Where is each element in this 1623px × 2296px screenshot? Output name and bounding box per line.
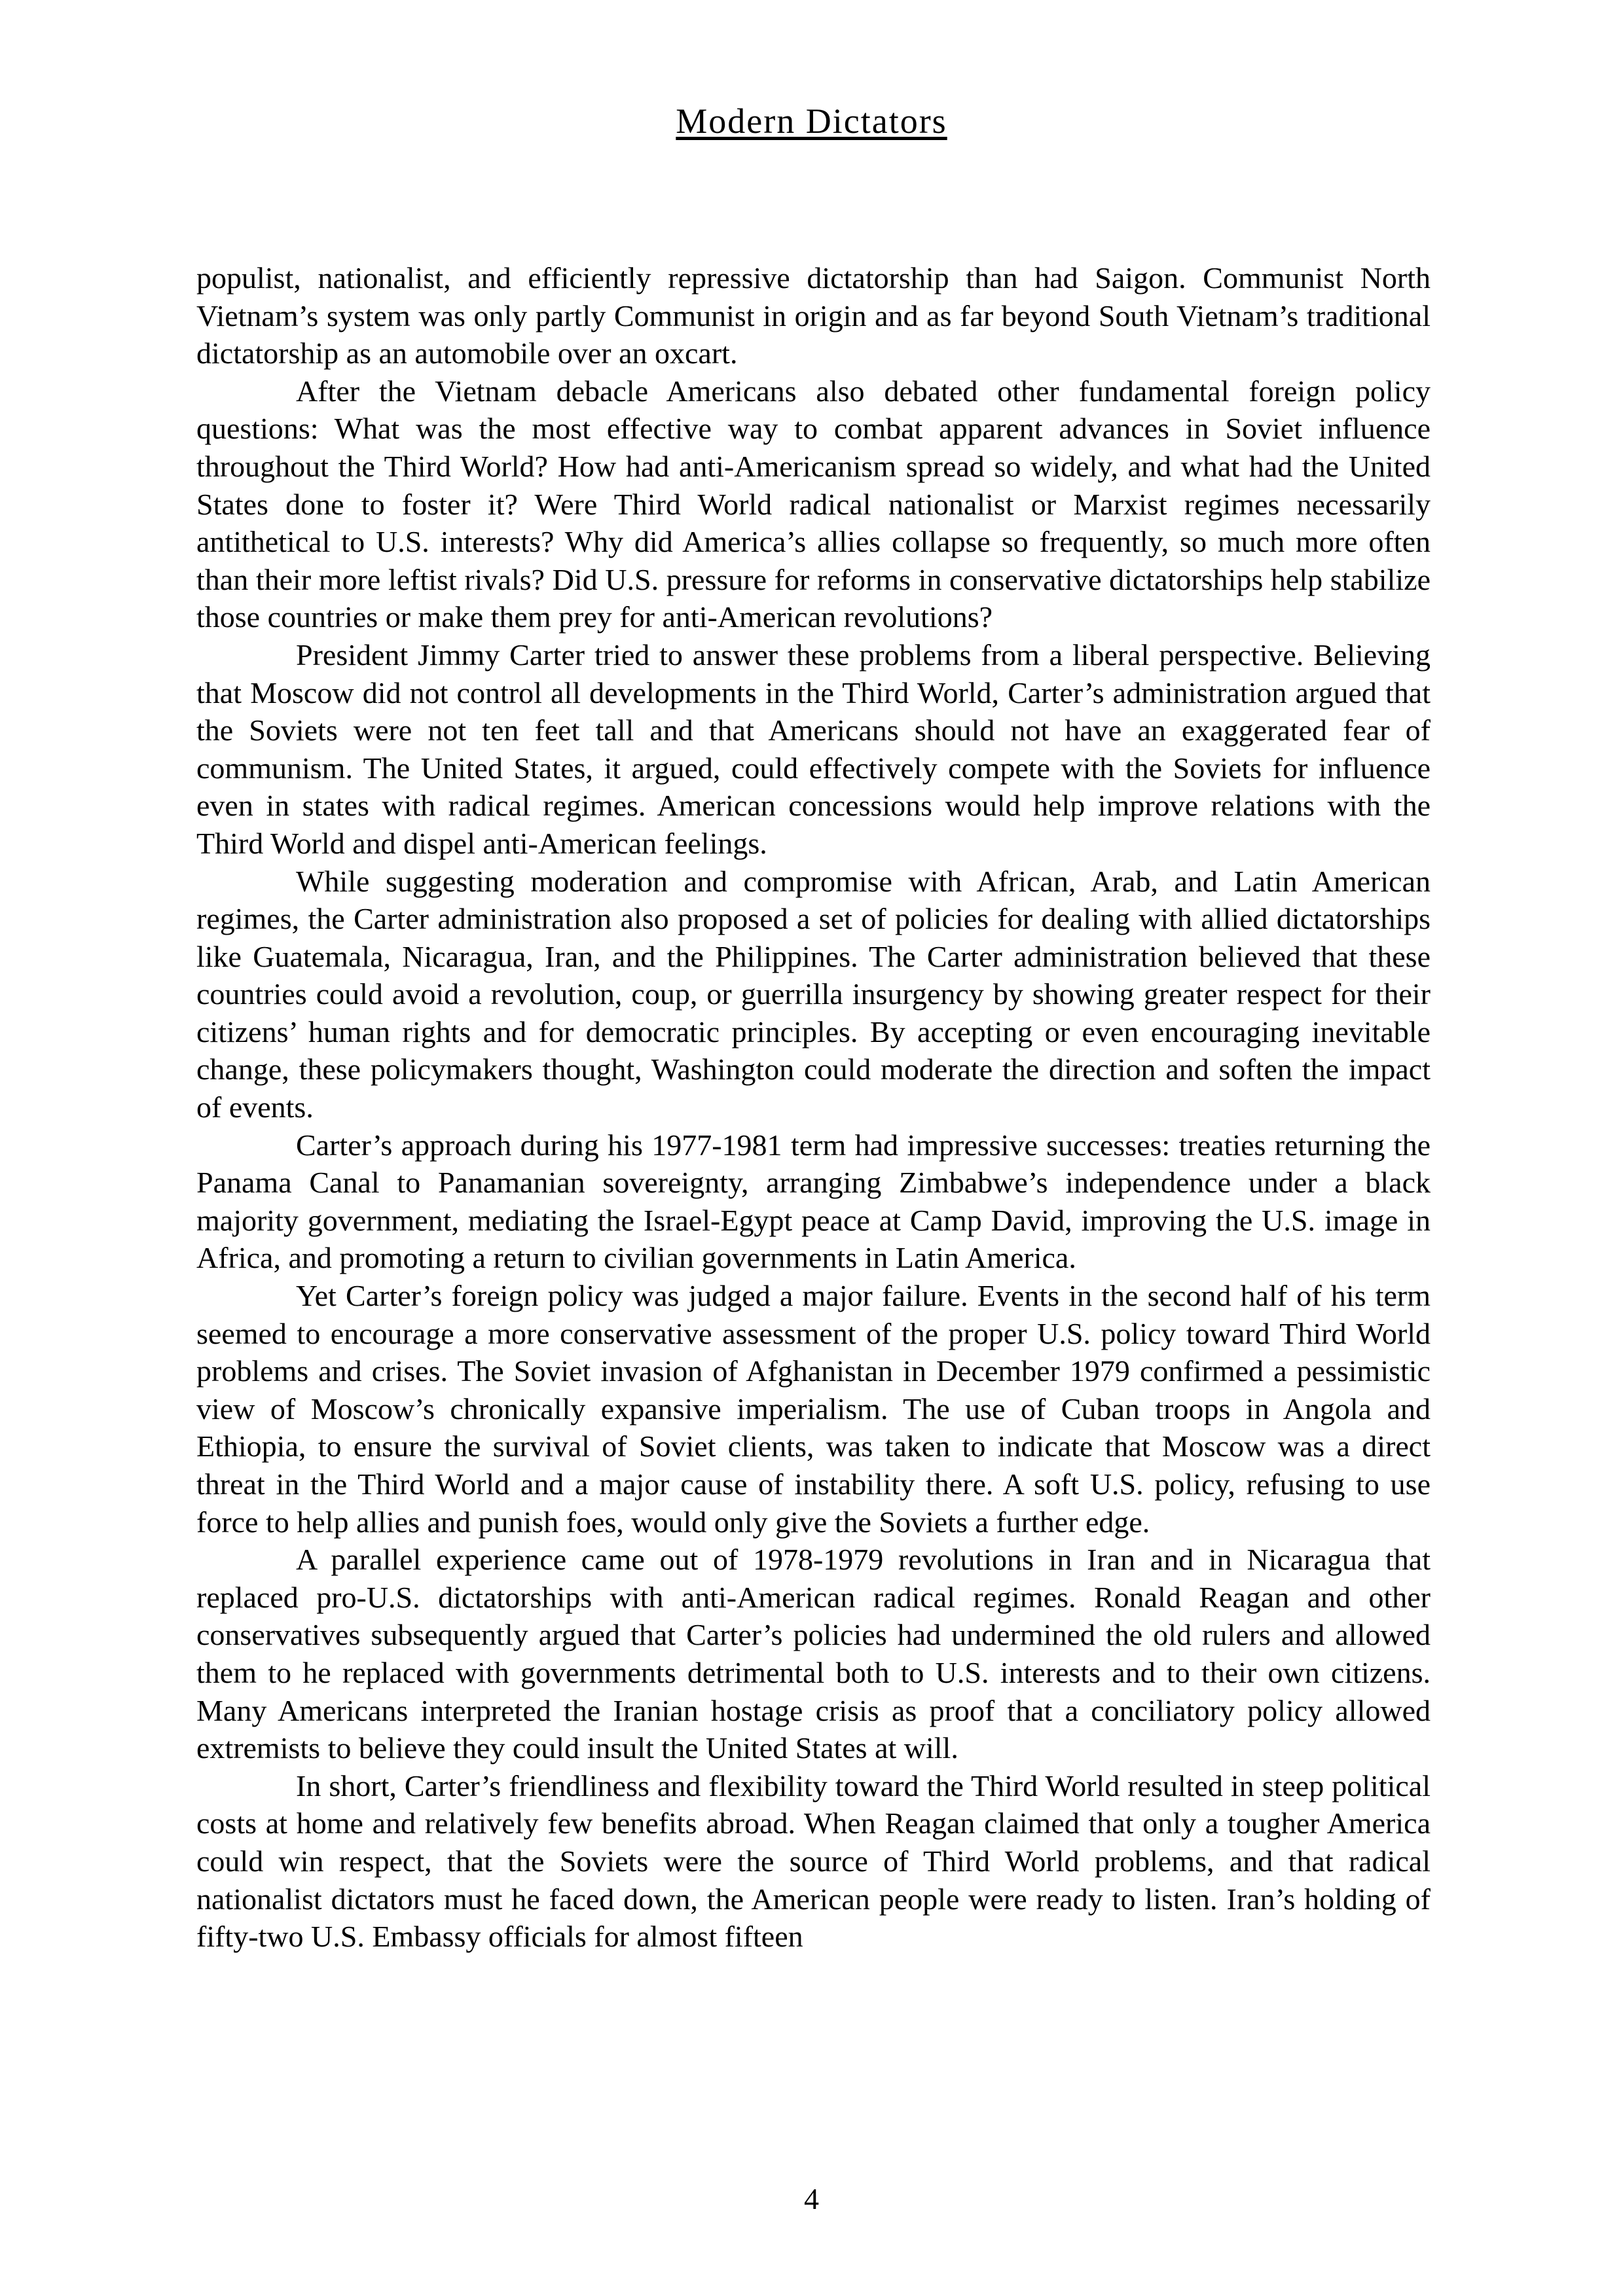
running-title: Modern Dictators [676,101,947,141]
body-text [196,259,1431,1956]
paragraph: President Jimmy Carter tried to answer these problems from a liberal perspective. Believing that Moscow did not control all developments in the Third World, Carter’s administration argued that the Soviets were not ten feet tall and that Americans should not have an exaggerated fear of communism. The United States, it argued, could effectively compete with the Soviets for influence even in states with radical regimes. American concessions would help improve relations with the Third World and dispel anti-American feelings. [196,637,1431,860]
page-number: 4 [804,2182,819,2215]
paragraph: In short, Carter’s friendliness and flexibility toward the Third World resulted in steep political costs at home and relatively few benefits abroad. When Reagan claimed that only a tougher America could win respect, that the Soviets were the source of Third World problems, and that radical nationalist dictators must he faced down, the American people were ready to listen. Iran’s holding of fifty-two U.S. Embassy officials for almost fifteen [196,1768,1431,1954]
paragraph: A parallel experience came out of 1978-1979 revolutions in Iran and in Nicaragua that replaced pro-U.S. dictatorships with anti-American radical regimes. Ronald Reagan and other conservatives subsequently argued that Carter’s policies had undermined the old rulers and allowed them to he replaced with governments detrimental both to U.S. interests and to their own citizens. Many Americans interpreted the Iranian hostage crisis as proof that a conciliatory policy allowed extremists to believe they could insult the United States at will. [196,1543,1431,1765]
paragraph: After the Vietnam debacle Americans also debated other fundamental foreign policy questions: What was the most effective way to combat apparent advances in Soviet influence throughout the Third World? How had anti-Americanism spread so widely, and what had the United States done to foster it? Were Third World radical nationalist or Marxist regimes necessarily antithetical to U.S. interests? Why did America’s allies collapse so frequently, so much more often than their more leftist rivals? Did U.S. pressure for reforms in conservative dictatorships help stabilize those countries or make them prey for anti-American revolutions? [196,374,1431,634]
paragraph: Yet Carter’s foreign policy was judged a major failure. Events in the second half of his term seemed to encourage a more conservative assessment of the proper U.S. policy toward Third World problems and crises. The Soviet invasion of Afghanistan in December 1979 confirmed a pessimistic view of Moscow’s chronically expansive imperialism. The use of Cuban troops in Angola and Ethiopia, to ensure the survival of Soviet clients, was taken to indicate that Moscow was a direct threat in the Third World and a major cause of instability there. A soft U.S. policy, refusing to use force to help allies and punish foes, would only give the Soviets a further edge. [196,1279,1431,1539]
paragraph: While suggesting moderation and compromise with African, Arab, and Latin American regimes, the Carter administration also proposed a set of policies for dealing with allied dictatorships like Guatemala, Nicaragua, Iran, and the Philippines. The Carter administration believed that these countries could avoid a revolution, coup, or guerrilla insurgency by showing greater respect for their citizens’ human rights and for democratic principles. By accepting or even encouraging inevitable change, these policymakers thought, Washington could moderate the direction and soften the impact of events. [196,864,1431,1124]
paragraph: populist, nationalist, and efficiently repressive dictatorship than had Saigon. Communist North Vietnam’s system was only partly Communist in origin and as far beyond South Vietnam’s traditional dictatorship as an automobile over an oxcart. [196,261,1431,370]
paragraph: Carter’s approach during his 1977-1981 term had impressive successes: treaties returning the Panama Canal to Panamanian sovereignty, arranging Zimbabwe’s independence under a black majority government, mediating the Israel-Egypt peace at Camp David, improving the U.S. image in Africa, and promoting a return to civilian governments in Latin America. [196,1128,1431,1275]
